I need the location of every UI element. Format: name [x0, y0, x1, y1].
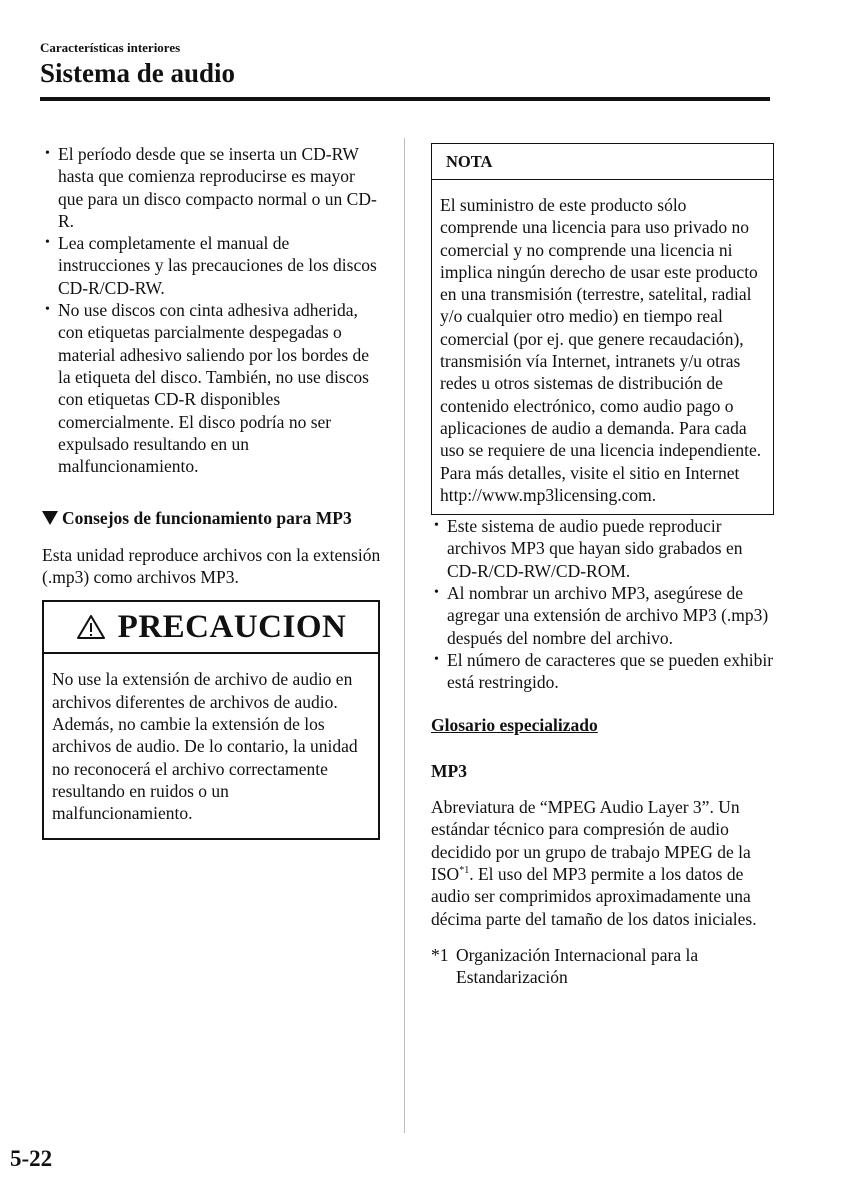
footnote-mark: *1	[431, 944, 449, 965]
bullet-item: • No use discos con cinta adhesiva adherida, con etiquetas parcialmente despegadas o material adhesivo saliendo por los bordes de la etiqueta del disco. También, no use discos con etiquetas CD-R disponibles comercialmente. El disco podría no ser expulsado resultando en un malfuncionamiento.	[42, 299, 384, 477]
glossary-definition	[431, 796, 774, 930]
column-divider	[404, 138, 405, 1133]
title-rule	[40, 97, 770, 101]
mp3-intro: Esta unidad reproduce archivos con la extensión (.mp3) como archivos MP3.	[42, 544, 381, 588]
definition-text-continued: . El uso del MP3 permite a los datos de audio ser comprimidos aproximadamente una décima parte del tamaño de los datos iniciales.	[431, 864, 757, 929]
caution-title: PRECAUCION	[117, 609, 347, 646]
bullet-item: • El período desde que se inserta un CD-RW hasta que comienza reproducirse es mayor que para un disco compacto normal o un CD-R.	[42, 143, 384, 232]
footnote-reference: *1	[459, 865, 470, 877]
note-body: El suministro de este producto sólo comprende una licencia para uso privado no comercial y no comprende una licencia ni implica ningún derecho de usar este producto en una transmisión (terrestre, satelital, radial y/o cualquier otro medio) en tiempo real comercial (por ej. que genere recaudación), transmisión vía Internet, intranets y/u otras redes u otros sistemas de distribución de contenido electrónico, como audio pago o aplicaciones de audio a demanda. Para cada uso se requiere de una licencia independiente. Para más detalles, visite el sitio en Internet http://www.mp3licensing.com.	[440, 195, 762, 505]
note-title: NOTA	[432, 144, 773, 180]
bullet-item: • Al nombrar un archivo MP3, asegúrese de agregar una extensión de archivo MP3 (.mp3) después del nombre del archivo.	[431, 582, 774, 649]
left-bullet-list	[42, 143, 384, 477]
right-bullet-list	[431, 515, 774, 693]
page-title: Sistema de audio	[40, 58, 236, 88]
left-column	[42, 143, 384, 840]
note-box	[431, 143, 774, 515]
definition-text: Abreviatura de “MPEG Audio Layer 3”. Un estándar técnico para compresión de audio decidido por un grupo de trabajo MPEG de la ISO	[431, 797, 751, 885]
triangle-down-icon	[42, 511, 58, 525]
right-column	[431, 143, 774, 989]
caution-header	[44, 602, 378, 654]
mp3-tips-heading-text: Consejos de funcionamiento para MP3	[62, 508, 352, 529]
footnote	[431, 944, 774, 989]
glossary-heading: Glosario especializado	[431, 714, 598, 735]
bullet-item: • Este sistema de audio puede reproducir archivos MP3 que hayan sido grabados en CD-R/CD-RW/CD-ROM.	[431, 515, 774, 582]
warning-icon	[76, 614, 106, 640]
caution-body: No use la extensión de archivo de audio en archivos diferentes de archivos de audio. Además, no cambie la extensión de los archivos de audio. De lo contario, la unidad no reconocerá el archivo correctamente resultando en ruidos o un malfuncionamiento.	[52, 669, 358, 824]
page-number: 5-22	[10, 1146, 53, 1171]
mp3-tips-heading	[42, 507, 384, 529]
bullet-item: • El número de caracteres que se pueden exhibir está restringido.	[431, 649, 774, 694]
caution-box	[42, 600, 380, 840]
section-label: Características interiores	[40, 40, 181, 55]
glossary-term: MP3	[431, 760, 467, 781]
footnote-text: Organización Internacional para la Estandarización	[456, 944, 699, 988]
bullet-item: • Lea completamente el manual de instrucciones y las precauciones de los discos CD-R/CD-RW.	[42, 232, 384, 299]
